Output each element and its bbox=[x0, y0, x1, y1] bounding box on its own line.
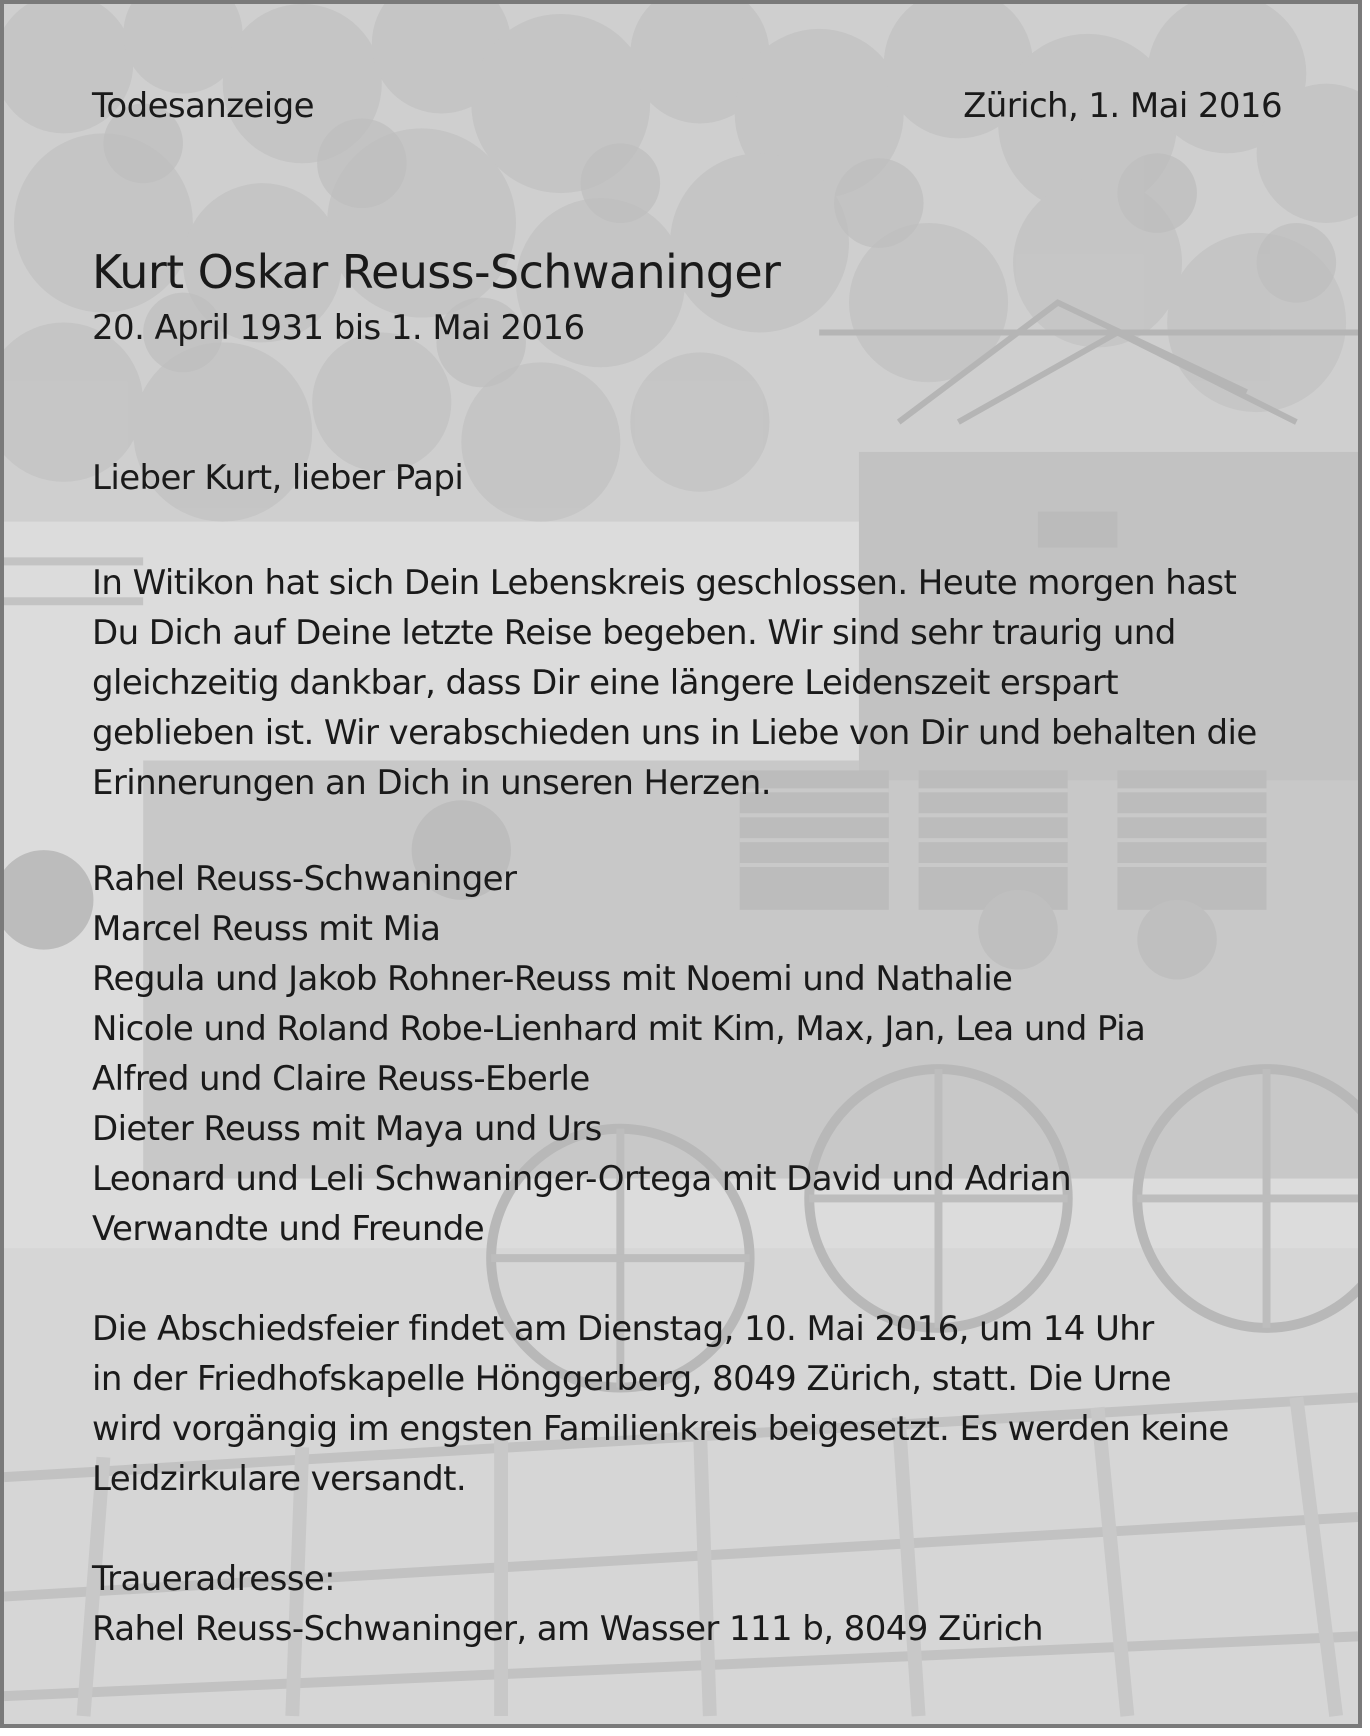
farewell-message bbox=[92, 558, 1282, 808]
mourner-entry: Nicole und Roland Robe-Lienhard mit Kim, Max, Jan, Lea und Pia bbox=[92, 1009, 1146, 1049]
ceremony-line: Die Abschiedsfeier findet am Dienstag, 10. Mai 2016, um 14 Uhr bbox=[92, 1309, 1154, 1349]
mourner-entry: Regula und Jakob Rohner-Reuss mit Noemi und Nathalie bbox=[92, 959, 1013, 999]
ceremony-line: in der Friedhofskapelle Hönggerberg, 8049 Zürich, statt. Die Urne bbox=[92, 1359, 1171, 1399]
obituary-text bbox=[92, 0, 1282, 1736]
ceremony-line: Leidzirkulare versandt. bbox=[92, 1459, 467, 1499]
message-line: geblieben ist. Wir verabschieden uns in Liebe von Dir und behalten die bbox=[92, 713, 1257, 753]
mourning-address bbox=[92, 1554, 1043, 1654]
message-line: gleichzeitig dankbar, dass Dir eine längere Leidenszeit erspart bbox=[92, 663, 1119, 703]
mourner-entry: Alfred und Claire Reuss-Eberle bbox=[92, 1059, 590, 1099]
place-date: Zürich, 1. Mai 2016 bbox=[963, 86, 1282, 126]
message-line: In Witikon hat sich Dein Lebenskreis geschlossen. Heute morgen hast bbox=[92, 563, 1237, 603]
mourner-entry: Verwandte und Freunde bbox=[92, 1209, 485, 1249]
message-line: Erinnerungen an Dich in unseren Herzen. bbox=[92, 763, 771, 803]
life-dates: 20. April 1931 bis 1. Mai 2016 bbox=[92, 308, 585, 348]
mourner-entry: Leonard und Leli Schwaninger-Ortega mit David und Adrian bbox=[92, 1159, 1072, 1199]
ceremony-info bbox=[92, 1304, 1229, 1504]
ceremony-line: wird vorgängig im engsten Familienkreis beigesetzt. Es werden keine bbox=[92, 1409, 1229, 1449]
address-value: Rahel Reuss-Schwaninger, am Wasser 111 b, 8049 Zürich bbox=[92, 1609, 1043, 1649]
message-line: Du Dich auf Deine letzte Reise begeben. Wir sind sehr traurig und bbox=[92, 613, 1176, 653]
notice-type: Todesanzeige bbox=[92, 86, 314, 126]
mourner-entry: Rahel Reuss-Schwaninger bbox=[92, 859, 517, 899]
mourners-list bbox=[92, 854, 1145, 1254]
mourner-entry: Dieter Reuss mit Maya und Urs bbox=[92, 1109, 602, 1149]
address-label: Traueradresse: bbox=[92, 1559, 335, 1599]
deceased-name: Kurt Oskar Reuss-Schwaninger bbox=[92, 245, 781, 299]
salutation: Lieber Kurt, lieber Papi bbox=[92, 458, 464, 498]
mourner-entry: Marcel Reuss mit Mia bbox=[92, 909, 441, 949]
